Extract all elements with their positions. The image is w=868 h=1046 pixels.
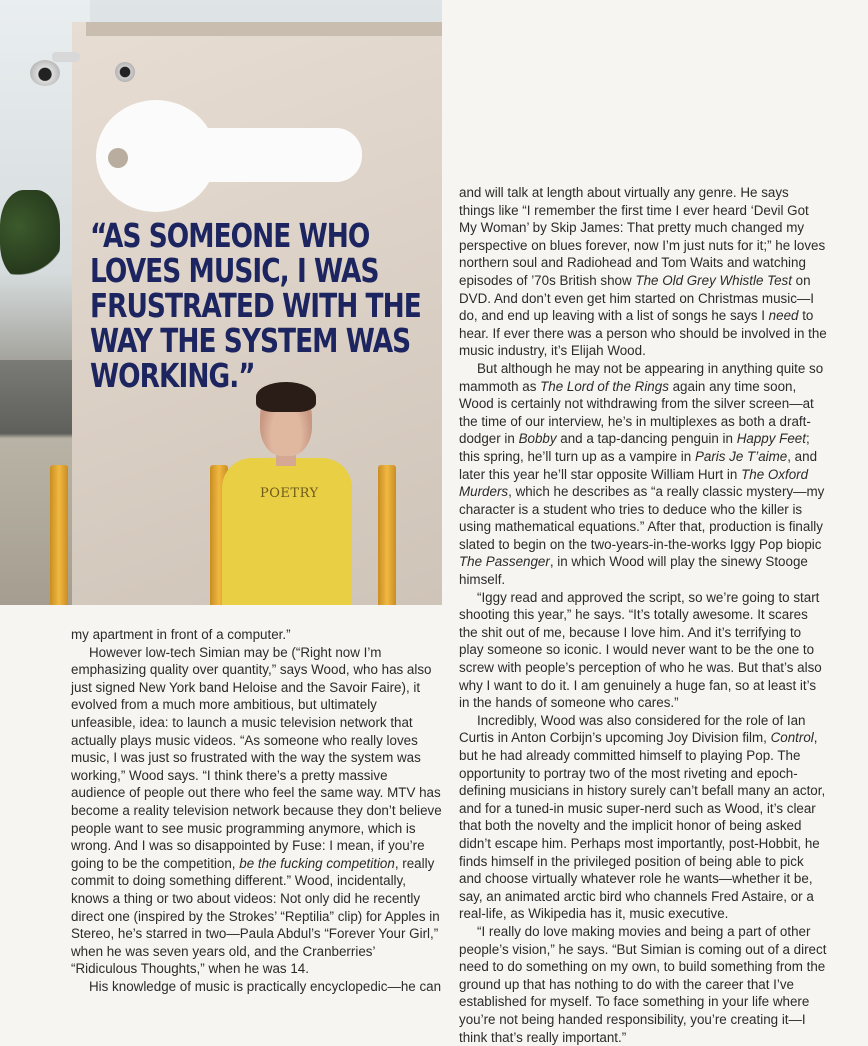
italic-title: The Passenger (459, 554, 550, 570)
photo-tree (0, 190, 60, 280)
article-column-right (459, 184, 827, 1046)
italic-title: The Oxford Murders (459, 466, 809, 500)
italic-title: Control (770, 730, 814, 746)
photo-subject (222, 386, 352, 605)
italic-title: Paris Je T’aime (694, 448, 788, 464)
italic-title: need (768, 308, 799, 324)
photo-wall-top (86, 22, 442, 36)
italic-title: be the fucking competition (239, 855, 395, 871)
paragraph: But although he may not be appearing in anything quite so mammoth as The Lord of the Rings again any time soon, Wood is certainly not withdrawing from the silver screen—at the time of our interview, he’s in multiplexes as both a draft-dodger in Bobby and a tap-dancing penguin in Happy Feet; this spring, he’ll turn up as a vampire in Paris Je T’aime, and later this year he’ll star opposite William Hurt in The Oxford Murders, which he describes as “a really classic mystery—my character is a student who tries to deduce who the killer is using mathematical equations.” After that, production is finally slated to begin on the two-years-in-the-works Iggy Pop biopic The Passenger, in which Wood will play the sinewy Stooge himself. (459, 360, 825, 588)
wall-light-icon (115, 62, 135, 82)
paragraph: His knowledge of music is practically encyclopedic—he can (89, 978, 442, 994)
paragraph: However low-tech Simian may be (“Right now I’m emphasizing quality over quantity,” says Wood, who has also just signed New York band Heloise and the Savoir Faire), it evolved from a much more ambitious, but ultimately unfeasible, idea: to launch a music television network that actually plays music videos. “As someone who really loves music, I was just so frustrated with the way the system was working,” Wood says. “I think there’s a pretty massive audience of people out there who feel the same way. MTV has become a reality television network because they don’t believe people want to see music programming anymore, which is wrong. And I was so disappointed by Fuse: I mean, if you’re going to be the competition, be the fucking competition, really commit to doing something different.” Wood, incidentally, knows a thing or two about videos: Not only did he recently direct one (inspired by the Strokes’ “Reptilia” clip) for Apples in Stereo, he’s starred in two—Paula Abdul’s “Forever Your Girl,” when he was seven years old, and the Cranberries’ “Ridiculous Thoughts,” when he was 14. (71, 644, 442, 977)
bollard-post (378, 465, 396, 605)
paragraph: my apartment in front of a computer.” (71, 627, 291, 642)
italic-title: Bobby (518, 431, 557, 447)
bollard-post (50, 465, 68, 605)
security-camera-icon (30, 52, 80, 86)
paragraph: “Iggy read and approved the script, so we’re going to start shooting this year,” he says. “It’s totally awesome. It scares the shit out of me, because I love him. And it’s terrifying to play someone so iconic. I would never want to be the one to screw with people’s perception of who he was. But that’s also why I want to do it. I am genuinely a huge fan, so at least it’s in the hands of someone who cares.” (459, 589, 822, 711)
article-column-left (71, 626, 443, 995)
paragraph: “I really do love making movies and being a part of other people’s vision,” he says. “But Simian is coming out of a direct need to do something on my own, to build something from the ground up that has nothing to do with the career that I’ve established for myself. To face something in your life where you’re not being handed responsibility, you’re creating it—I think that’s really important.” (459, 923, 827, 1045)
pull-quote: “AS SOMEONE WHO LOVES MUSIC, I WAS FRUSTRATED WITH THE WAY THE SYSTEM WAS WORKING.” (90, 216, 421, 395)
key-sign-icon (96, 100, 366, 210)
paragraph: Incredibly, Wood was also considered for the role of Ian Curtis in Anton Corbijn’s upcoming Joy Division film, Control, but he had already committed himself to playing Pop. The opportunity to portray two of the most riveting and epoch-defining musicians in history surely can’t befall many an actor, and for a tuned-in music super-nerd such as Wood, it’s clear that both the novelty and the implicit honor of being asked didn’t escape him. Perhaps most importantly, post-Hobbit, he finds himself in the privileged position of being able to pick and choose virtually whatever role he wants—whether it be, say, an animated arctic bird who channels Fred Astaire, or a real-life, as Wikipedia has it, music executive. (459, 712, 826, 922)
italic-title: Happy Feet (736, 431, 806, 447)
paragraph: and will talk at length about virtually any genre. He says things like “I remember the first time I ever heard ‘Devil Got My Woman’ by Skip James: That pretty much changed my perspective on blues forever, now I’m just nuts for it;” he loves northern soul and Radiohead and Tom Waits and watching episodes of ’70s British show The Old Grey Whistle Test on DVD. And don’t even get him started on Christmas music—I do, and end up leaving with a list of songs he says I need to hear. If ever there was a person who should be involved in the music industry, it’s Elijah Wood. (459, 185, 827, 359)
shirt-text: POETRY (260, 486, 319, 501)
article-photo (0, 0, 442, 605)
italic-title: The Old Grey Whistle Test (635, 272, 792, 288)
italic-title: The Lord of the Rings (540, 378, 669, 394)
